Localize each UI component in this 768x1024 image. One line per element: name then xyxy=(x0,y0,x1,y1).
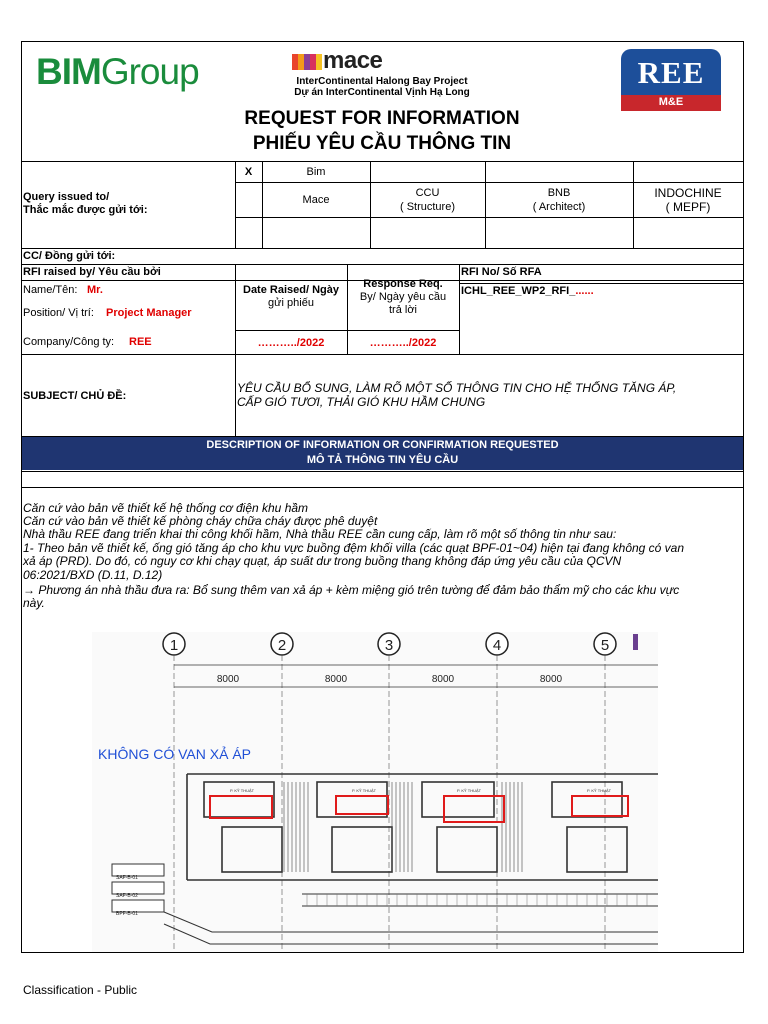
rfi-form: BIMGroup mace InterContinental Halong Bay Project Dự án InterContinental Vịnh Hạ Long REE M&E REQUEST FOR INFORMATION PHIẾU YÊU CẦU THÔNG TIN Query issued to/ Thắc mắc được gửi tới: X Bim Mace CCU ( Structure) BNB ( Architect) INDOCHINE ( MEPF) CC/ Đồng gửi tới: RFI raised by/ Yêu cầu bởi Name/Tên: Mr. Position/ Vị trí: Project Manager Company/Công ty: REE Date Raised/ Ngày gửi phiếu ………../2022 Response Req. By/ Ngày yêu cầu trả lời ………../2022 RFI No/ Số RFA ICHL_REE_WP2_RFI_...... SUBJECT/ CHỦ ĐỀ: YÊU CẦU BỔ SUNG, LÀM RÕ MỘT SỐ THÔNG TIN CHO HỆ THỐNG TĂNG ÁP, CẤP GIÓ TƯƠI, THẢI GIÓ KHU HẦM CHUNG DESCRIPTION OF INFORMATION OR CONFIRMATION REQUESTED MÔ TẢ THÔNG TIN YÊU CẦU Căn cứ vào bản vẽ thiết kế hệ thống cơ điện khu hầm Căn cứ vào bản vẽ thiết kế phòng cháy chữa cháy được phê duyệt Nhà thầu REE đang triển khai thi công khối hầm, Nhà thầu REE cần cung cấp, làm rõ một số thông tin như sau: 1- Theo bản vẽ thiết kế, ống gió tăng áp cho khu vực buồng đệm khối villa (các quạt BPF-01~04) hiện tại đang không có van xả áp (PRD). Do đó, có nguy cơ khi chạy quạt, áp suất dư trong buồng thang không đáp ứng yêu cầu của QCVN 06:2021/BXD (D.11, D.12) → Phương án nhà thầu đưa ra: Bổ sung thêm van xả áp + kèm miệng gió trên tường để đảm bảo thẩm mỹ cho các khu vực này. 1 2 3 4 5 8000 8000 8000 8000 KHÔNG CÓ VAN XẢ ÁP P. KỸ THUẬT P. KỸ THUẬT P. KỸ THUẬT P. KỸ THUẬT SAF-B-01 SAF-B-02 BPF-B-01 xyxy=(21,41,744,953)
date-raised-label-vi: gửi phiếu xyxy=(268,297,314,309)
project-name-vi: Dự án InterContinental Vịnh Hạ Long xyxy=(294,87,470,98)
room-tag: P. KỸ THUẬT xyxy=(230,788,255,793)
date-raised-value[interactable]: ………../2022 xyxy=(257,337,325,349)
position-value[interactable]: Project Manager xyxy=(106,307,192,319)
subject-label: SUBJECT/ CHỦ ĐỀ: xyxy=(23,390,127,402)
company-label: Company/Công ty: xyxy=(23,336,115,348)
description-line: → Phương án nhà thầu đưa ra: Bổ sung thêm van xả áp + kèm miệng gió trên tường để đảm bảo thẩm mỹ cho các khu vực xyxy=(23,583,680,597)
grid-label: 2 xyxy=(277,637,287,654)
room-tag: P. KỸ THUẬT xyxy=(457,788,482,793)
description-line: này. xyxy=(23,596,45,610)
room-tag: P. KỸ THUẬT xyxy=(352,788,377,793)
bim-group-logo: BIMGroup xyxy=(36,51,199,92)
dimension-label: 8000 xyxy=(539,674,563,685)
title-en: REQUEST FOR INFORMATION xyxy=(244,108,520,129)
recipient-mace[interactable]: Mace xyxy=(302,194,330,206)
grid-label: 3 xyxy=(384,637,394,654)
ree-me-logo: REE M&E xyxy=(621,49,721,111)
recipient-bnb[interactable]: BNB xyxy=(547,187,571,199)
grid-label: 1 xyxy=(169,637,179,654)
description-header xyxy=(22,437,743,470)
grid-label: 5 xyxy=(600,637,610,654)
description-line: Nhà thầu REE đang triển khai thi công khối hầm, Nhà thầu REE cần cung cấp, làm rõ một số thông tin như sau: xyxy=(23,527,617,541)
fan-tag: BPF-B-01 xyxy=(116,911,138,917)
dimension-label: 8000 xyxy=(216,674,240,685)
rfi-no-label: RFI No/ Số RFA xyxy=(461,266,542,278)
company-value[interactable]: REE xyxy=(129,336,152,348)
query-issued-label-en: Query issued to/ xyxy=(23,191,110,203)
name-label: Name/Tên: xyxy=(23,284,78,296)
cc-label: CC/ Đồng gửi tới: xyxy=(23,250,116,262)
dimension-label: 8000 xyxy=(431,674,455,685)
description-line: 1- Theo bản vẽ thiết kế, ống gió tăng áp cho khu vực buồng đệm khối villa (các quạt BPF-01~04) hiện tại đang không có van xyxy=(23,541,685,555)
subject-line-2: CẤP GIÓ TƯƠI, THẢI GIÓ KHU HẦM CHUNG xyxy=(237,395,486,409)
recipient-bnb-sub: ( Architect) xyxy=(532,201,586,213)
classification-label: Classification - Public xyxy=(23,983,138,997)
description-header-vi: MÔ TẢ THÔNG TIN YÊU CẦU xyxy=(306,454,459,466)
title-vi: PHIẾU YÊU CẦU THÔNG TIN xyxy=(252,133,512,154)
query-issued-label-vi: Thắc mắc được gửi tới: xyxy=(23,204,148,216)
position-label: Position/ Vị trí: xyxy=(23,307,94,319)
no-pressure-relief-note: KHÔNG CÓ VAN XẢ ÁP xyxy=(98,746,251,762)
description-header-en: DESCRIPTION OF INFORMATION OR CONFIRMATION REQUESTED xyxy=(206,439,559,451)
room-tag: P. KỸ THUẬT xyxy=(587,788,612,793)
raised-by-label: RFI raised by/ Yêu cầu bởi xyxy=(23,266,161,278)
mace-stripes-icon xyxy=(292,54,322,70)
project-name-en: InterContinental Halong Bay Project xyxy=(296,76,468,87)
name-value[interactable]: Mr. xyxy=(87,284,103,296)
fan-tag: SAF-B-02 xyxy=(116,893,138,899)
response-req-value[interactable]: ………../2022 xyxy=(369,337,437,349)
recipient-bim[interactable]: Bim xyxy=(306,166,326,178)
recipient-checkbox-bim[interactable]: X xyxy=(244,166,253,178)
description-line: xả áp (PRD). Do đó, có nguy cơ khi chạy quạt, áp suất dư trong buồng thang không đáp ứng yêu cầu của QCVN xyxy=(23,554,622,568)
rfi-no-value[interactable]: ICHL_REE_WP2_RFI_...... xyxy=(461,285,594,297)
basement-plan-drawing xyxy=(92,632,658,953)
recipient-ccu-sub: ( Structure) xyxy=(399,201,455,213)
recipient-indochine[interactable]: INDOCHINE xyxy=(654,186,722,200)
response-req-label: Response Req. xyxy=(363,278,443,290)
recipient-ccu[interactable]: CCU xyxy=(415,187,440,199)
description-line: Căn cứ vào bản vẽ thiết kế hệ thống cơ điện khu hầm xyxy=(23,501,309,515)
recipient-indochine-sub: ( MEPF) xyxy=(665,200,711,214)
date-raised-label: Date Raised/ Ngày xyxy=(243,284,339,296)
fan-tag: SAF-B-01 xyxy=(116,875,138,881)
response-req-label-3: trả lời xyxy=(389,304,417,316)
subject-line-1: YÊU CẦU BỔ SUNG, LÀM RÕ MỘT SỐ THÔNG TIN CHO HỆ THỐNG TĂNG ÁP, xyxy=(237,381,677,395)
description-line: Căn cứ vào bản vẽ thiết kế phòng cháy chữa cháy được phê duyệt xyxy=(23,514,378,528)
response-req-label-2: By/ Ngày yêu cầu xyxy=(359,291,447,303)
dimension-label: 8000 xyxy=(324,674,348,685)
grid-label: 4 xyxy=(492,637,502,654)
description-line: 06:2021/BXD (D.11, D.12) xyxy=(23,568,163,582)
